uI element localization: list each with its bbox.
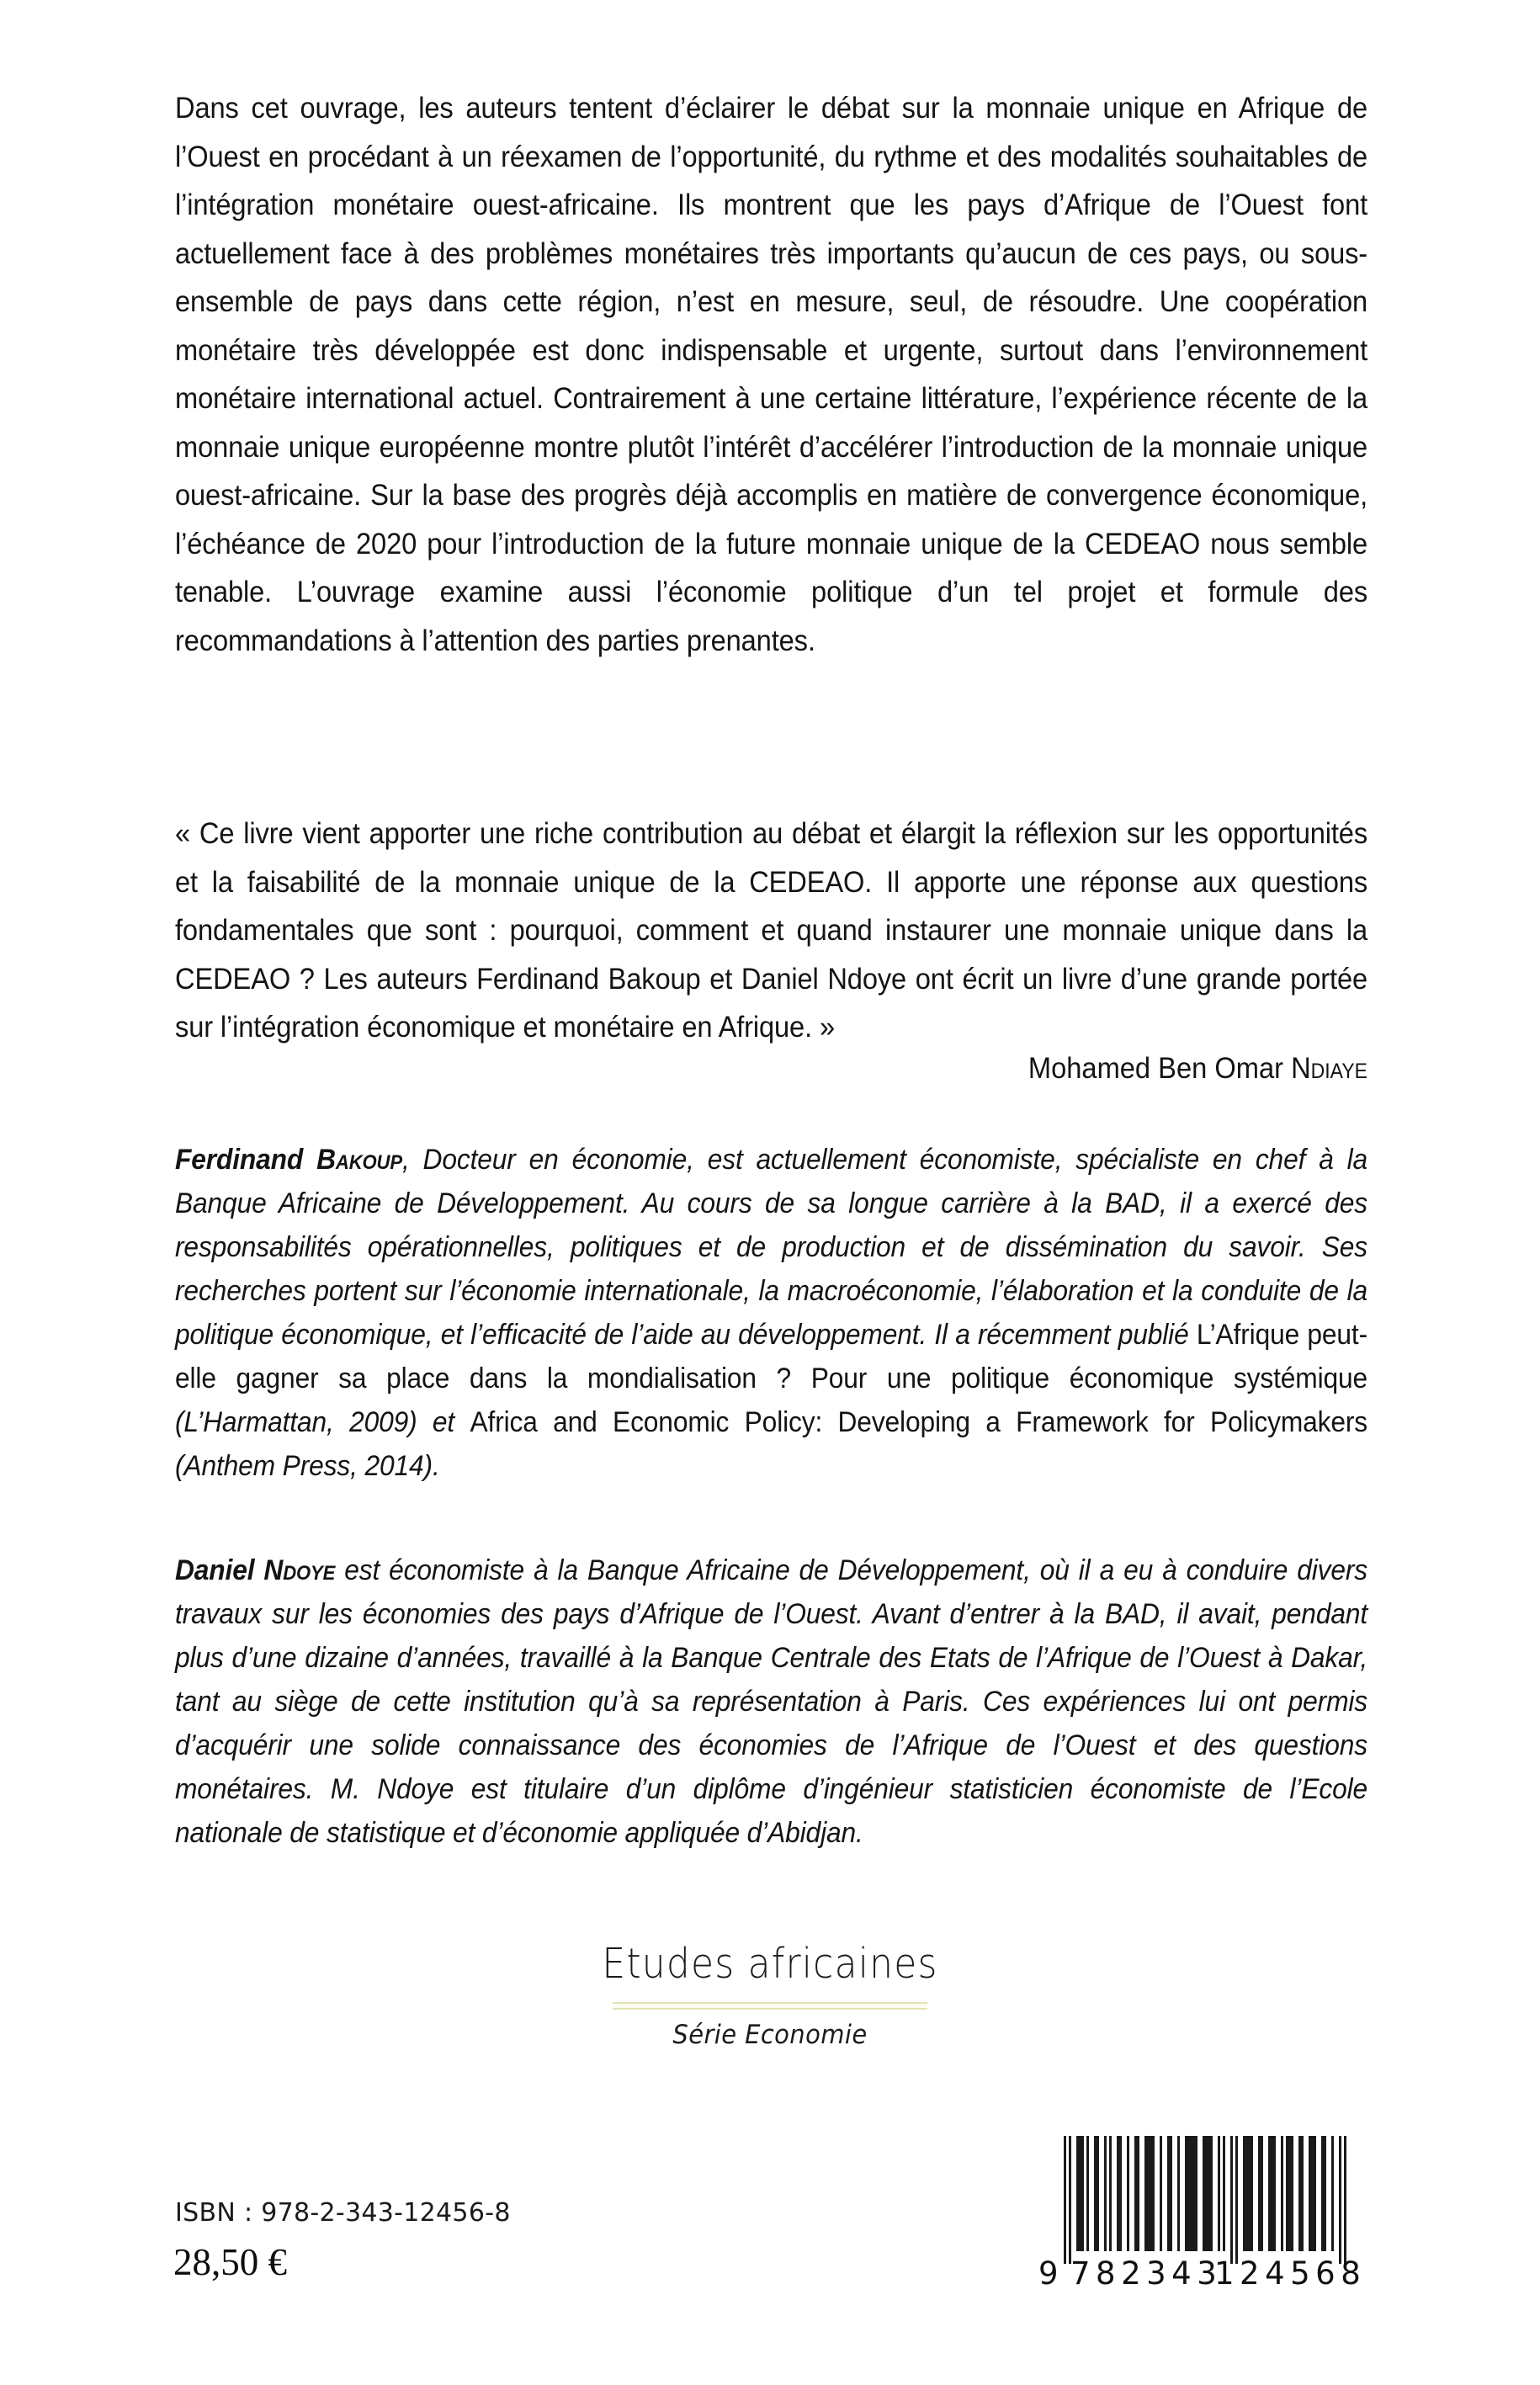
bio-author-surname-initial: B [316, 1144, 336, 1176]
blurb-paragraph: Dans cet ouvrage, les auteurs tentent d’éclairer le débat sur la monnaie unique en Afrique de l’Ouest en procédant à un réexamen de l’opportunité, du rythme et des modalités souhaitables de l’intégration monétaire ouest-africaine. Ils montrent que les pays d’Afrique de l’Ouest font actuellement face à des problèmes monétaires très importants qu’aucun de ces pays, ou sous-ensemble de pays dans cette région, n’est en mesure, seul, de résoudre. Une coopération monétaire très développée est donc indispensable et urgente, surtout dans l’environnement monétaire international actuel. Contrairement à une certaine littérature, l’expérience récente de la monnaie unique européenne montre plutôt l’intérêt d’accélérer l’introduction de la monnaie unique ouest-africaine. Sur la base des progrès déjà accomplis en matière de convergence économique, l’échéance de 2020 pour l’introduction de la future monnaie unique de la CEDEAO nous semble tenable. L’ouvrage examine aussi l’économie politique d’un tel projet et formule des recommandations à l’attention des parties prenantes. [175, 91, 1368, 657]
attribution-surname-rest: diaye [1310, 1051, 1367, 1085]
endorsement-quote: « Ce livre vient apporter une riche contribution au débat et élargit la réflexion sur les opportunités et la faisabilité de la monnaie unique de la CEDEAO. Il apporte une réponse aux questions fondamentales que sont : pourquoi, comment et quand instaurer une monnaie unique dans la CEDEAO ? Les auteurs Ferdinand Bakoup et Daniel Ndoye ont écrit un livre d’une grande portée sur l’intégration économique et monétaire en Afrique. » [175, 816, 1368, 1044]
bio-text-part-1: est économiste à la Banque Africaine de Développement, où il a eu à conduire divers travaux sur les économies des pays d’Afrique de l’Ouest. Avant d’entrer à la BAD, il avait, pendant plus d’une dizaine d’années, travaillé à la Banque Centrale des Etats de l’Afrique de l’Ouest à Dakar, tant au siège de cette institution qu’à sa représentation à Paris. Ces expériences lui ont permis d’acquérir une solide connaissance des économies de l’Afrique de l’Ouest et des questions monétaires. M. Ndoye est titulaire d’un diplôme d’ingénieur statisticien économiste de l’Ecole nationale de statistique et d’économie appliquée d’Abidjan. [175, 1554, 1368, 1849]
barcode-right-group: 124568 [1214, 2255, 1367, 2292]
bio-paragraph [175, 1138, 1367, 1488]
bio-author-given-name: Ferdinand [175, 1144, 317, 1176]
bio-work-title-2: Africa and Economic Policy: Developing a Framework for Policymakers [470, 1406, 1368, 1438]
series-name: Etudes africaines [602, 1940, 938, 1989]
author-bio-bakoup [175, 1138, 1367, 1488]
series-subtitle: Série Economie [672, 2018, 868, 2050]
series-divider [613, 2002, 927, 2010]
series-badge [0, 1940, 1540, 2050]
attribution-line [270, 1045, 1367, 1091]
bio-work-title-1: L’Afrique peut-elle gagner sa place dans la mondialisation ? Pour une politique économique systémique [175, 1319, 1368, 1394]
endorsement-attribution [175, 1045, 1367, 1091]
attribution-surname-initial: N [1291, 1051, 1311, 1085]
attribution-given-name: Mohamed Ben Omar [1028, 1051, 1292, 1085]
bio-paragraph [175, 1548, 1367, 1855]
bio-text-part-3: (Anthem Press, 2014). [175, 1450, 440, 1482]
bio-text-part-1: , Docteur en économie, est actuellement économiste, spécialiste en chef à la Banque Africaine de Développement. Au cours de sa longue carrière à la BAD, il a exercé des responsabilités opérationnelles, politiques et de production et de dissémination du savoir. Ses recherches portent sur l’économie internationale, la macroéconomie, l’élaboration et la conduite de la politique économique, et l’efficacité de l’aide au développement. Il a récemment publié [175, 1144, 1368, 1351]
barcode-ean13 [1059, 2136, 1357, 2264]
author-bio-ndoye [175, 1548, 1367, 1855]
blurb-section [175, 84, 1367, 665]
bio-text-part-2: (L’Harmattan, 2009) et [175, 1406, 470, 1438]
bio-author-surname-rest: doye [283, 1554, 336, 1586]
bio-author-given-name: Daniel [175, 1554, 264, 1586]
isbn-text: ISBN : 978-2-343-12456-8 [175, 2198, 511, 2228]
endorsement-section [175, 810, 1367, 1052]
bio-author-surname-rest: akoup [335, 1144, 402, 1176]
bio-author-surname-initial: N [263, 1554, 284, 1586]
price-text: 28,50 € [173, 2241, 287, 2283]
barcode-digits [1033, 2255, 1382, 2292]
barcode-left-group: 782343 [1070, 2255, 1223, 2292]
barcode-lead-digit: 9 [1038, 2255, 1059, 2292]
